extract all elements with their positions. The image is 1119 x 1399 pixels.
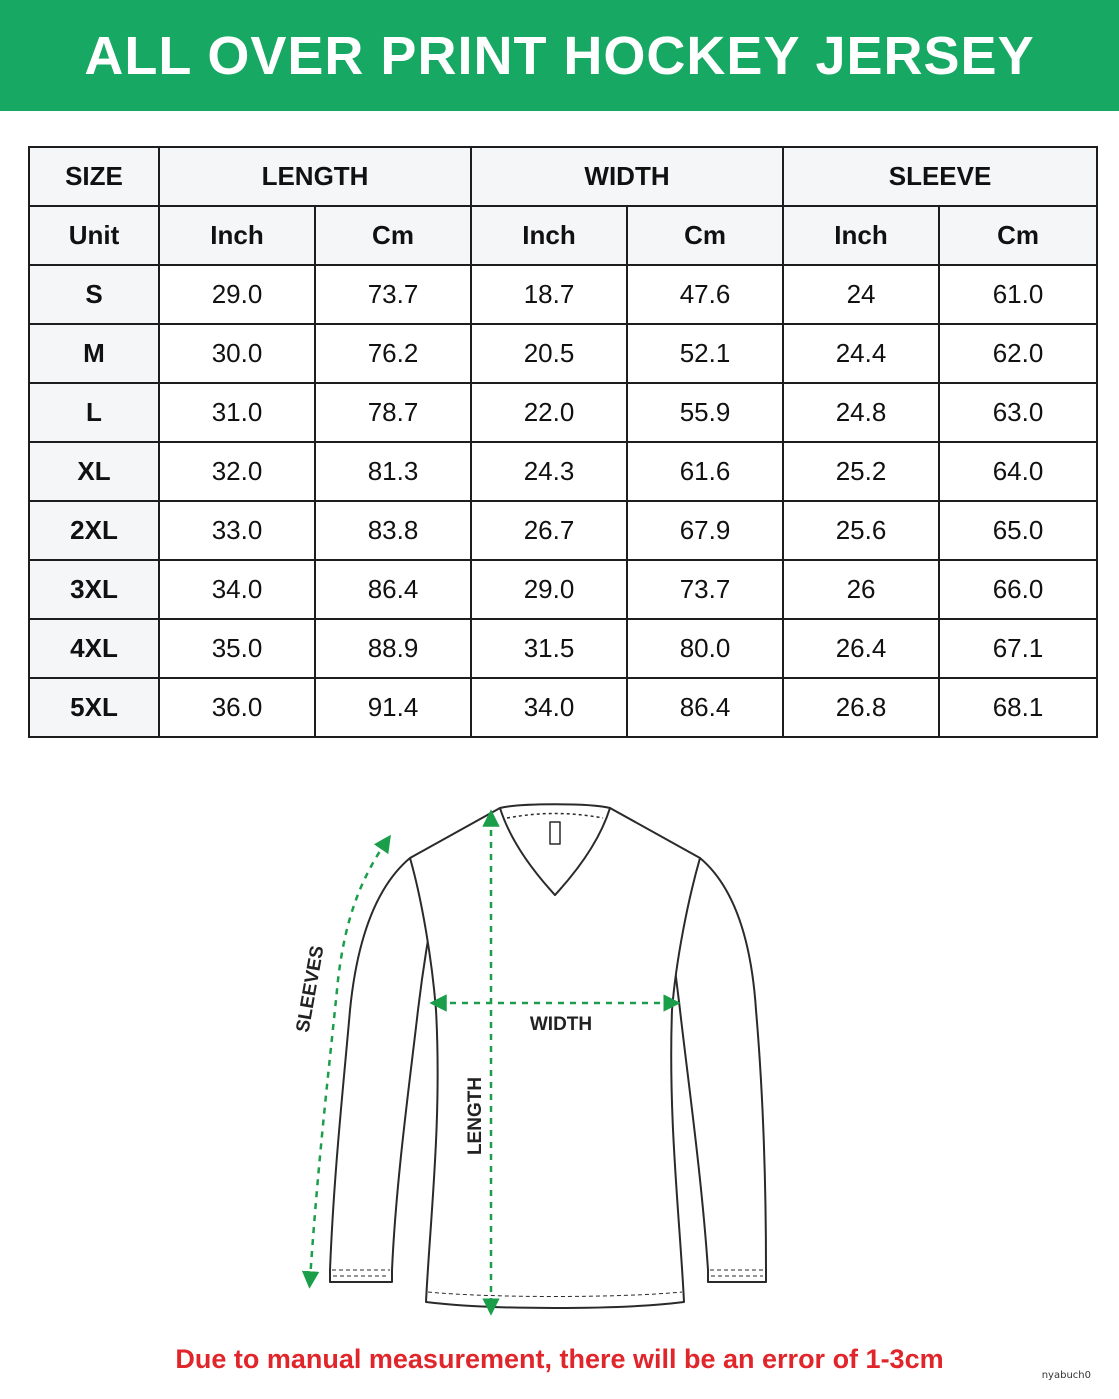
header-size: SIZE [29, 147, 159, 206]
table-cell: 18.7 [471, 265, 627, 324]
table-row [29, 678, 1097, 737]
table-cell: 24.8 [783, 383, 939, 442]
jersey-measurement-diagram [0, 760, 1119, 1340]
table-cell: 31.0 [159, 383, 315, 442]
table-cell: 68.1 [939, 678, 1097, 737]
table-cell: 55.9 [627, 383, 783, 442]
table-row [29, 265, 1097, 324]
unit-header: Inch [159, 206, 315, 265]
table-cell: 76.2 [315, 324, 471, 383]
table-cell: 52.1 [627, 324, 783, 383]
table-cell: 26.4 [783, 619, 939, 678]
table-row [29, 324, 1097, 383]
title-banner [0, 0, 1119, 111]
header-length: LENGTH [159, 147, 471, 206]
table-cell: 34.0 [471, 678, 627, 737]
header-sleeve: SLEEVE [783, 147, 1097, 206]
table-cell: 91.4 [315, 678, 471, 737]
watermark-text: nyabuch0 [1041, 1370, 1091, 1381]
table-cell: 63.0 [939, 383, 1097, 442]
length-label: LENGTH [465, 1076, 486, 1156]
table-cell: 86.4 [315, 560, 471, 619]
table-cell: 67.9 [627, 501, 783, 560]
page-title: ALL OVER PRINT HOCKEY JERSEY [84, 25, 1035, 86]
table-cell: 66.0 [939, 560, 1097, 619]
size-cell: M [29, 324, 159, 383]
measurement-disclaimer: Due to manual measurement, there will be an error of 1-3cm [175, 1344, 944, 1374]
table-cell: 26 [783, 560, 939, 619]
size-cell: 2XL [29, 501, 159, 560]
sleeves-label: SLEEVES [292, 944, 329, 1035]
size-cell: 5XL [29, 678, 159, 737]
table-cell: 81.3 [315, 442, 471, 501]
table-cell: 25.6 [783, 501, 939, 560]
table-cell: 31.5 [471, 619, 627, 678]
jersey-outline [330, 804, 766, 1308]
size-cell: S [29, 265, 159, 324]
table-cell: 33.0 [159, 501, 315, 560]
table-cell: 61.6 [627, 442, 783, 501]
table-cell: 24 [783, 265, 939, 324]
table-cell: 80.0 [627, 619, 783, 678]
table-cell: 32.0 [159, 442, 315, 501]
table-cell: 64.0 [939, 442, 1097, 501]
table-cell: 25.2 [783, 442, 939, 501]
table-cell: 24.3 [471, 442, 627, 501]
size-cell: L [29, 383, 159, 442]
table-cell: 30.0 [159, 324, 315, 383]
table-cell: 83.8 [315, 501, 471, 560]
table-group-header-row [29, 147, 1097, 206]
table-cell: 29.0 [159, 265, 315, 324]
unit-header: Inch [471, 206, 627, 265]
unit-header: Cm [627, 206, 783, 265]
unit-header: Inch [783, 206, 939, 265]
table-cell: 65.0 [939, 501, 1097, 560]
table-cell: 29.0 [471, 560, 627, 619]
width-label: WIDTH [529, 1014, 593, 1035]
table-cell: 34.0 [159, 560, 315, 619]
table-cell: 26.8 [783, 678, 939, 737]
table-unit-header-row [29, 206, 1097, 265]
table-row [29, 501, 1097, 560]
table-cell: 24.4 [783, 324, 939, 383]
table-cell: 88.9 [315, 619, 471, 678]
table-row [29, 619, 1097, 678]
table-cell: 78.7 [315, 383, 471, 442]
table-cell: 47.6 [627, 265, 783, 324]
table-cell: 73.7 [315, 265, 471, 324]
table-cell: 67.1 [939, 619, 1097, 678]
table-row [29, 442, 1097, 501]
size-chart-table [28, 146, 1098, 738]
unit-header: Unit [29, 206, 159, 265]
header-width: WIDTH [471, 147, 783, 206]
table-cell: 26.7 [471, 501, 627, 560]
table-cell: 20.5 [471, 324, 627, 383]
unit-header: Cm [939, 206, 1097, 265]
size-cell: 4XL [29, 619, 159, 678]
table-cell: 86.4 [627, 678, 783, 737]
size-cell: XL [29, 442, 159, 501]
table-cell: 22.0 [471, 383, 627, 442]
table-row [29, 383, 1097, 442]
table-cell: 62.0 [939, 324, 1097, 383]
size-cell: 3XL [29, 560, 159, 619]
table-cell: 35.0 [159, 619, 315, 678]
table-cell: 73.7 [627, 560, 783, 619]
unit-header: Cm [315, 206, 471, 265]
table-cell: 61.0 [939, 265, 1097, 324]
table-cell: 36.0 [159, 678, 315, 737]
table-row [29, 560, 1097, 619]
